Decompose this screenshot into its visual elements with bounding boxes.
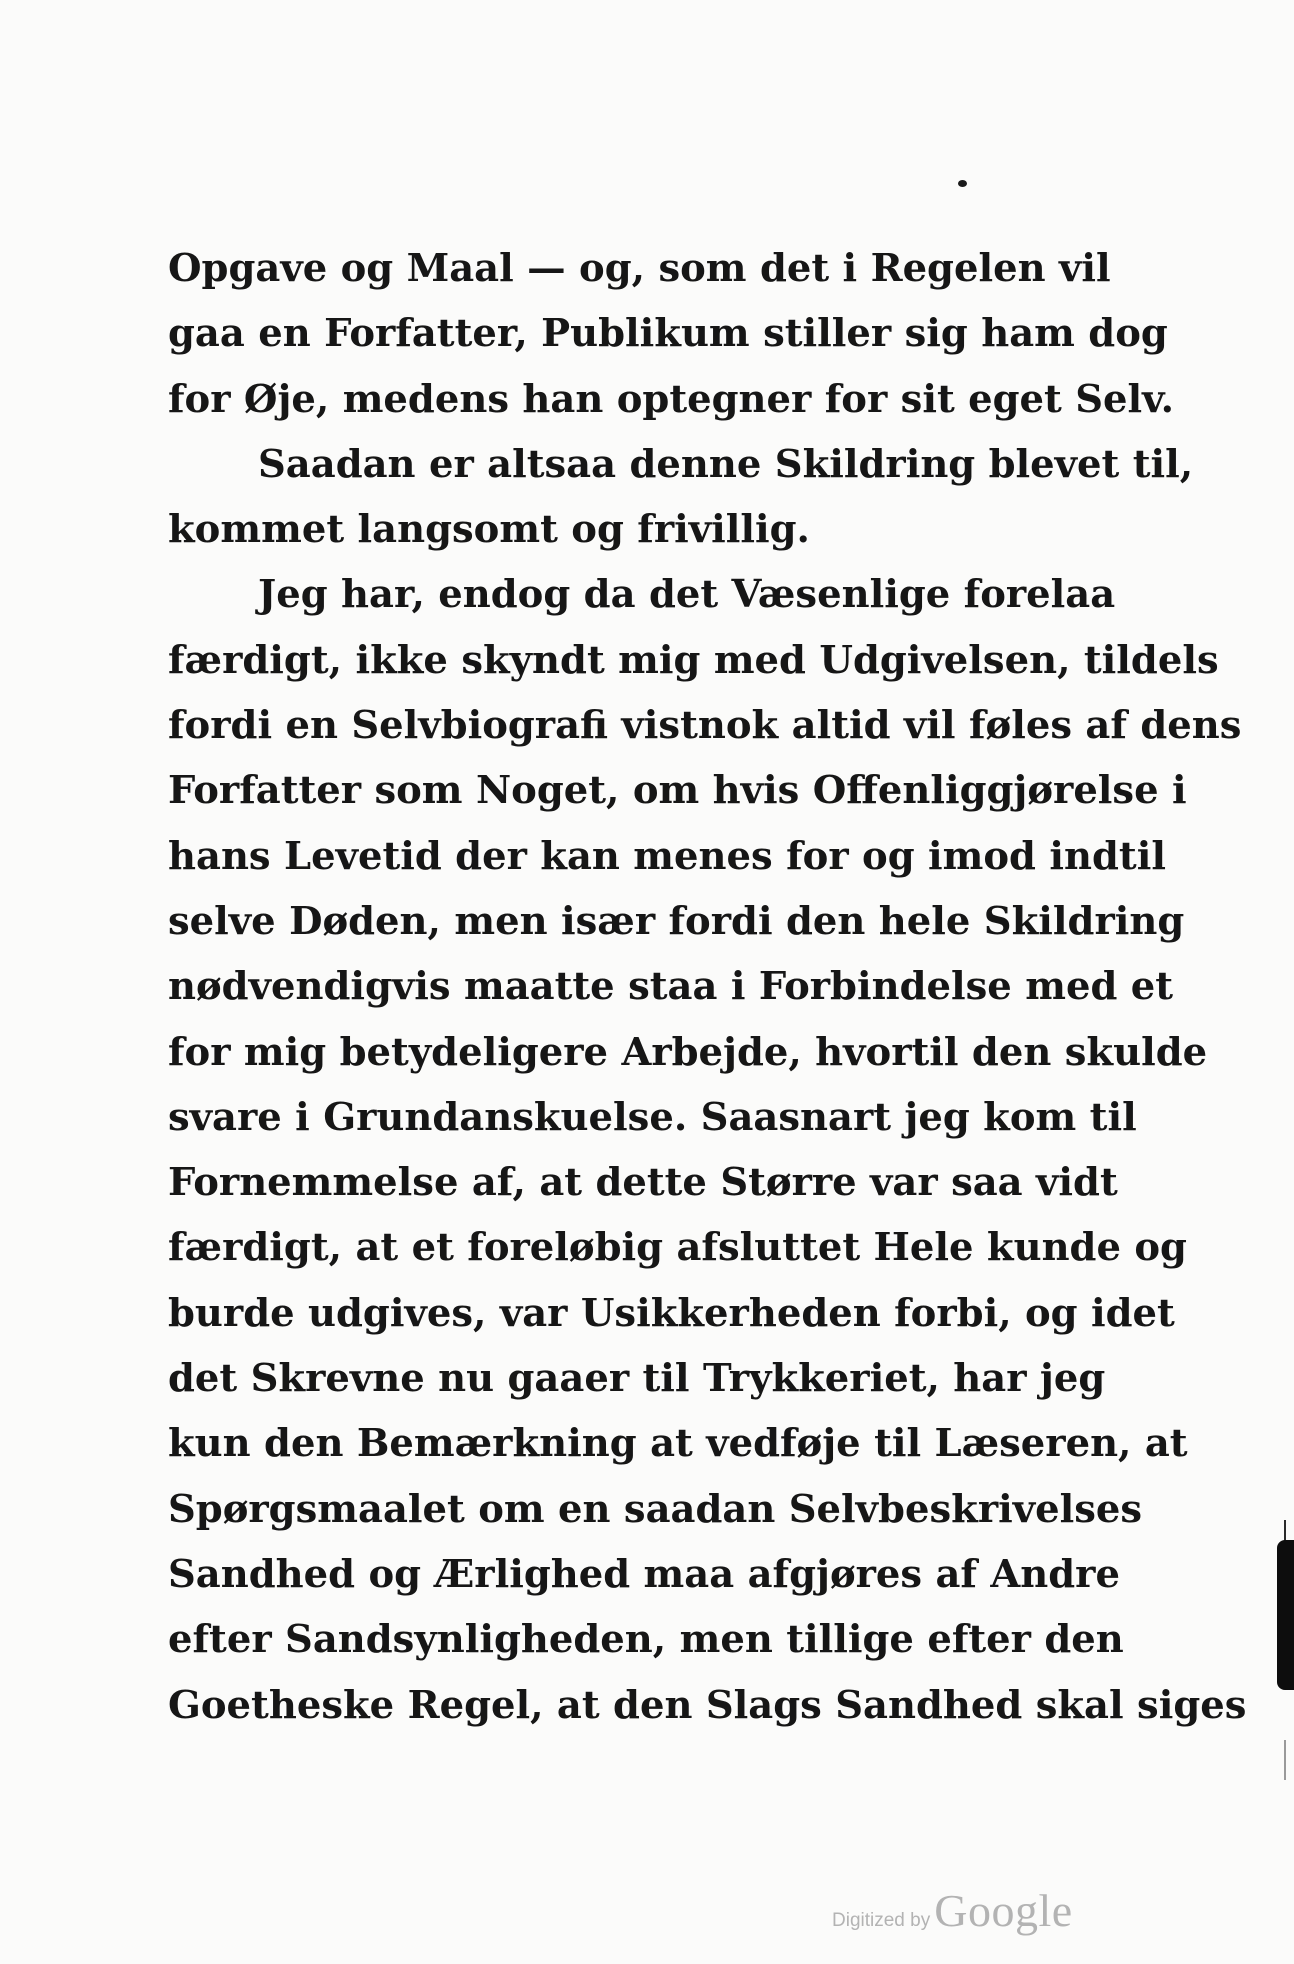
text-line: fordi en Selvbiografi vistnok altid vil føles af dens	[168, 703, 1242, 749]
text-line: selve Døden, men især fordi den hele Skildring	[168, 898, 1185, 944]
text-line: Sandhed og Ærlighed maa afgjøres af Andre	[168, 1551, 1120, 1597]
text-line: kun den Bemærkning at vedføje til Læseren, at	[168, 1421, 1188, 1467]
watermark-prefix: Digitized by	[832, 1910, 931, 1931]
text-line: efter Sandsynligheden, men tillige efter den	[168, 1617, 1124, 1663]
text-line: det Skrevne nu gaaer til Trykkeriet, har jeg	[168, 1356, 1106, 1402]
text-line: nødvendigvis maatte staa i Forbindelse med et	[168, 964, 1174, 1010]
text-line: Spørgsmaalet om en saadan Selvbeskrivelses	[168, 1486, 1143, 1532]
text-line: for Øje, medens han optegner for sit eget Selv.	[168, 376, 1175, 422]
scan-edge-mark	[1284, 1740, 1286, 1780]
watermark-brand: Google	[934, 1885, 1073, 1936]
text-line: svare i Grundanskuelse. Saasnart jeg kom til	[168, 1094, 1137, 1140]
text-line: for mig betydeligere Arbejde, hvortil den skulde	[168, 1029, 1208, 1075]
text-line: burde udgives, var Usikkerheden forbi, og idet	[168, 1290, 1175, 1336]
text-line: Opgave og Maal — og, som det i Regelen vil	[168, 246, 1111, 291]
text-line: gaa en Forfatter, Publikum stiller sig ham dog	[168, 311, 1168, 357]
text-line: Jeg har, endog da det Væsenlige forelaa	[258, 572, 1116, 618]
text-line: færdigt, ikke skyndt mig med Udgivelsen, tildels	[168, 637, 1219, 683]
digitized-watermark	[832, 1884, 1073, 1937]
text-line: Goetheske Regel, at den Slags Sandhed skal siges	[168, 1682, 1247, 1728]
text-line: færdigt, at et foreløbig afsluttet Hele kunde og	[168, 1225, 1187, 1271]
body-text	[168, 236, 1247, 1738]
ink-speck	[958, 180, 967, 187]
text-line: Forfatter som Noget, om hvis Offenliggjørelse i	[168, 768, 1187, 814]
text-line: Saadan er altsaa denne Skildring blevet til,	[258, 441, 1194, 487]
text-line: kommet langsomt og frivillig.	[168, 507, 810, 553]
text-line: Fornemmelse af, at dette Større var saa vidt	[168, 1160, 1118, 1206]
scan-edge-mark	[1284, 1520, 1286, 1542]
text-line: hans Levetid der kan menes for og imod indtil	[168, 833, 1166, 879]
scan-edge-shadow	[1277, 1540, 1294, 1690]
